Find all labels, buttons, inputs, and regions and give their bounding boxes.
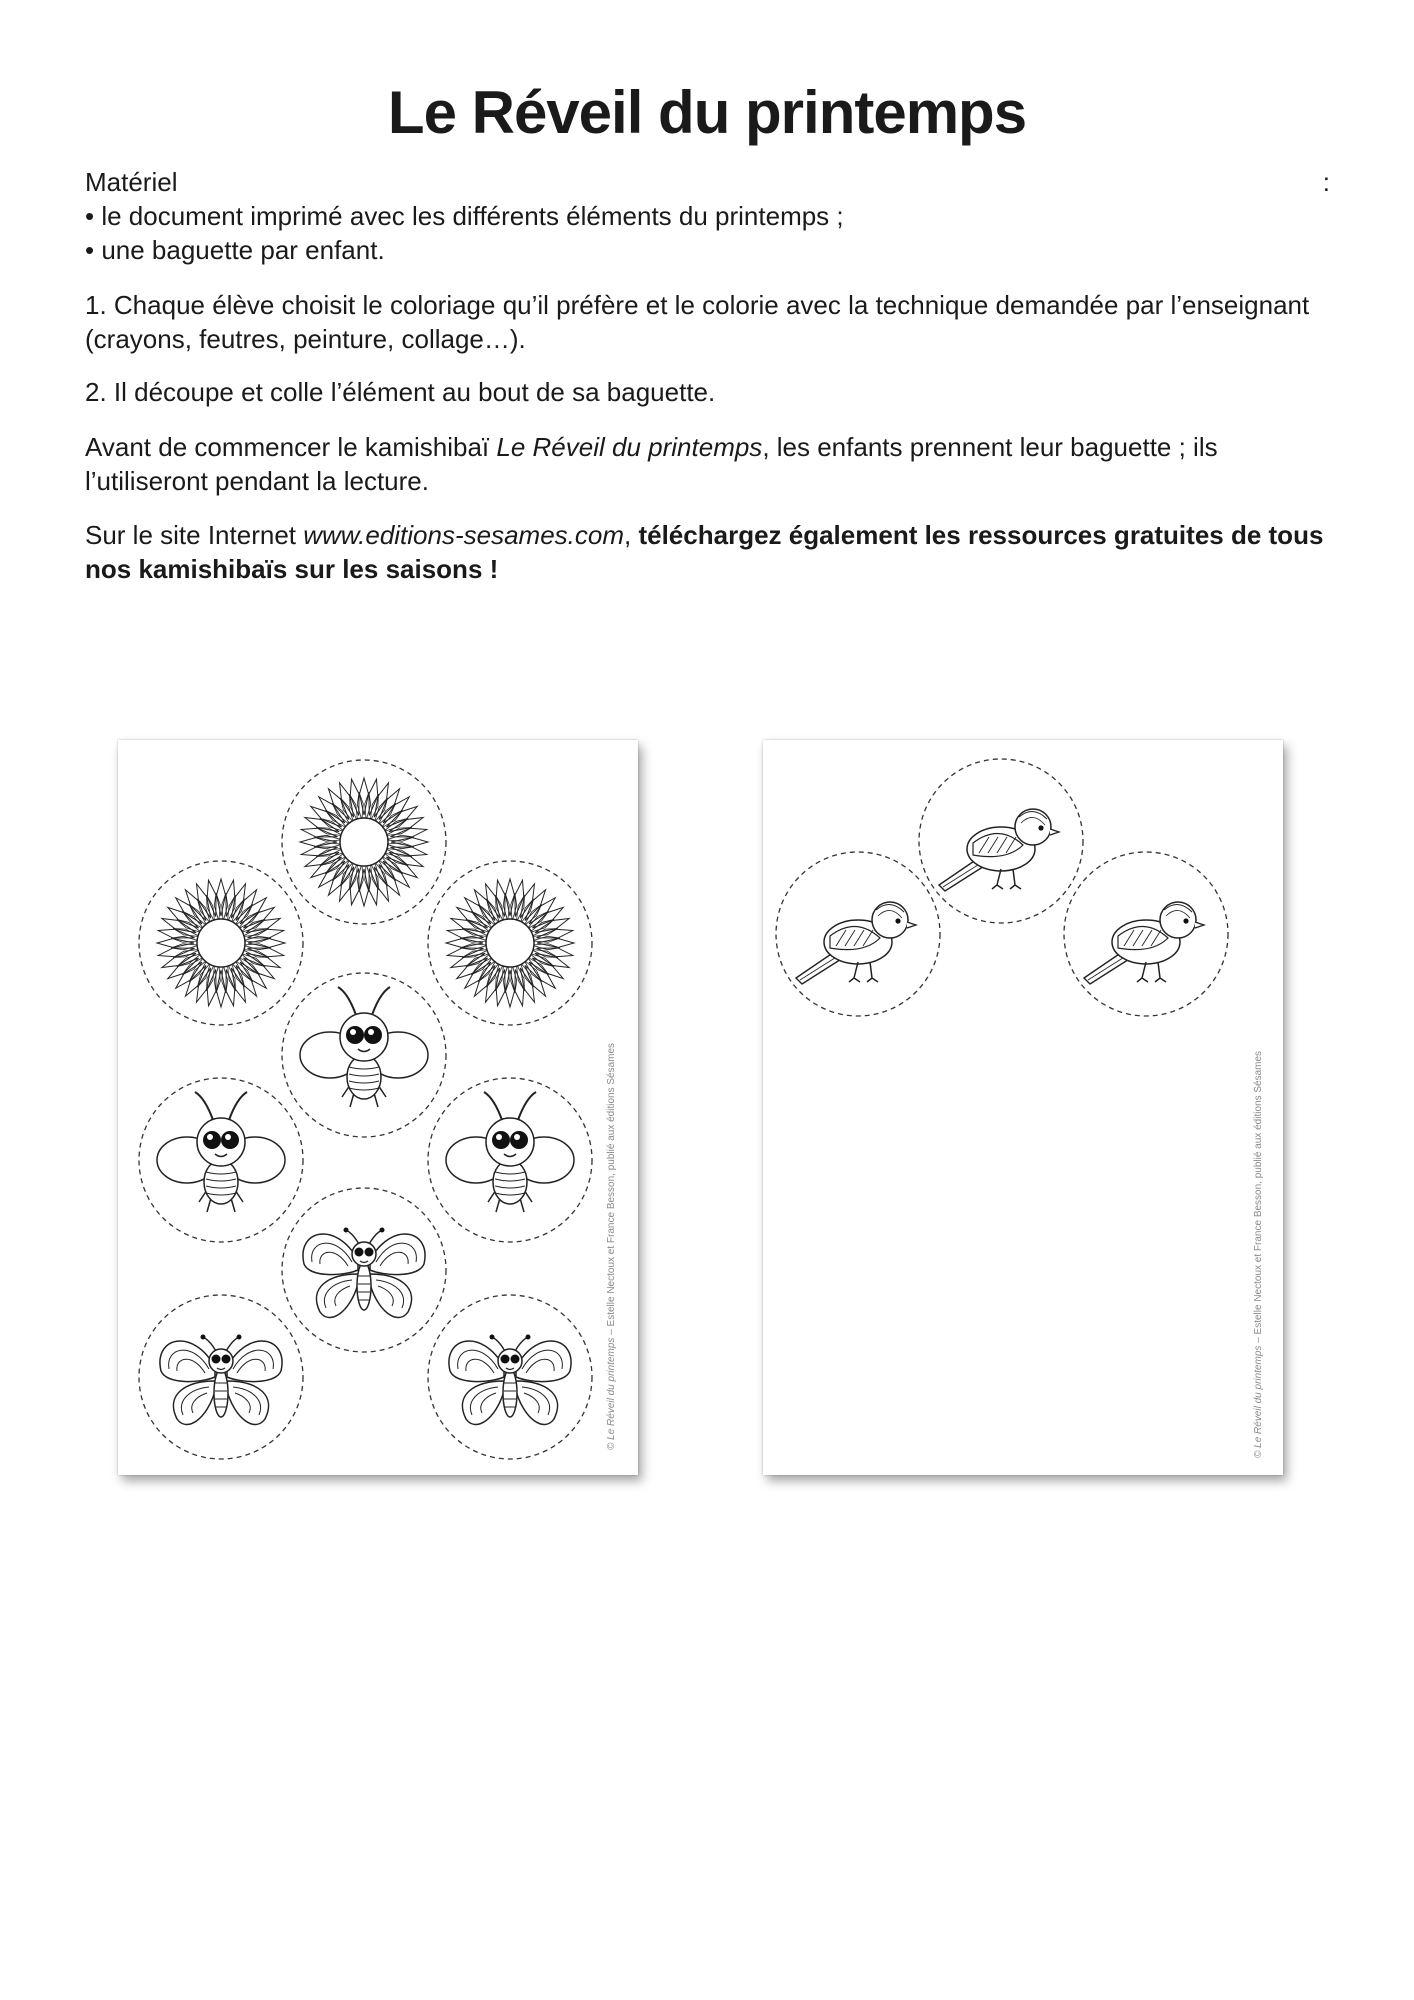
materiel-heading: [85, 165, 1330, 199]
bee-cutout: [282, 973, 446, 1137]
credit-title: © Le Réveil du printemps: [1253, 1345, 1264, 1458]
materiel-label: Matériel: [85, 167, 178, 197]
step-2: 2. Il découpe et colle l’élément au bout de sa baguette.: [85, 377, 716, 407]
bee-cutout: [139, 1078, 303, 1242]
materiel-item: • une baguette par enfant.: [85, 235, 385, 265]
website-link[interactable]: www.editions-sesames.com: [303, 520, 625, 550]
website-text: Sur le site Internet: [85, 520, 304, 550]
credit-text: – Estelle Nectoux et France Besson, publié aux éditions Sésames: [1253, 1050, 1264, 1346]
butterfly-cutout: [139, 1295, 303, 1459]
printable-sheet-insects: [118, 740, 638, 1475]
sheet-credit: [606, 730, 617, 1450]
page-title: Le Réveil du printemps: [387, 79, 1027, 146]
website-comma: ,: [624, 520, 639, 550]
credit-title: © Le Réveil du printemps: [606, 1337, 617, 1450]
bird-cutout: [1064, 852, 1228, 1016]
sheet-illustrations: [118, 740, 638, 1475]
butterfly-cutout: [282, 1188, 446, 1352]
butterfly-cutout: [428, 1295, 592, 1459]
step-1: 1. Chaque élève choisit le coloriage qu’il préfère et le colorie avec la technique demandée par l’enseignant (crayons, feutres, peinture, collage…).: [85, 290, 1310, 354]
download-callout: téléchargez également les ressources gratuites de tous nos kamishibaïs sur les saisons !: [85, 520, 1324, 584]
website-paragraph: [85, 518, 1330, 586]
printable-sheet-birds: [763, 740, 1283, 1475]
sunflower-cutout: [428, 861, 592, 1025]
bird-cutout: [919, 759, 1083, 923]
sheet-credit: [1253, 738, 1264, 1458]
credit-text: – Estelle Nectoux et France Besson, publié aux éditions Sésames: [606, 1042, 617, 1338]
materiel-item: • le document imprimé avec les différents éléments du printemps ;: [85, 201, 844, 231]
bird-cutout: [776, 852, 940, 1016]
book-title: Le Réveil du printemps: [496, 432, 763, 462]
sunflower-cutout: [282, 760, 446, 924]
sunflower-cutout: [139, 861, 303, 1025]
sheet-illustrations: [763, 740, 1283, 1475]
intro-text: , les enfants prennent leur baguette ; ils l’utiliseront pendant la lecture.: [85, 432, 1218, 496]
intro-paragraph: [85, 430, 1330, 498]
materiel-colon: :: [1322, 167, 1330, 197]
bee-cutout: [428, 1078, 592, 1242]
intro-text: Avant de commencer le kamishibaï: [85, 432, 497, 462]
